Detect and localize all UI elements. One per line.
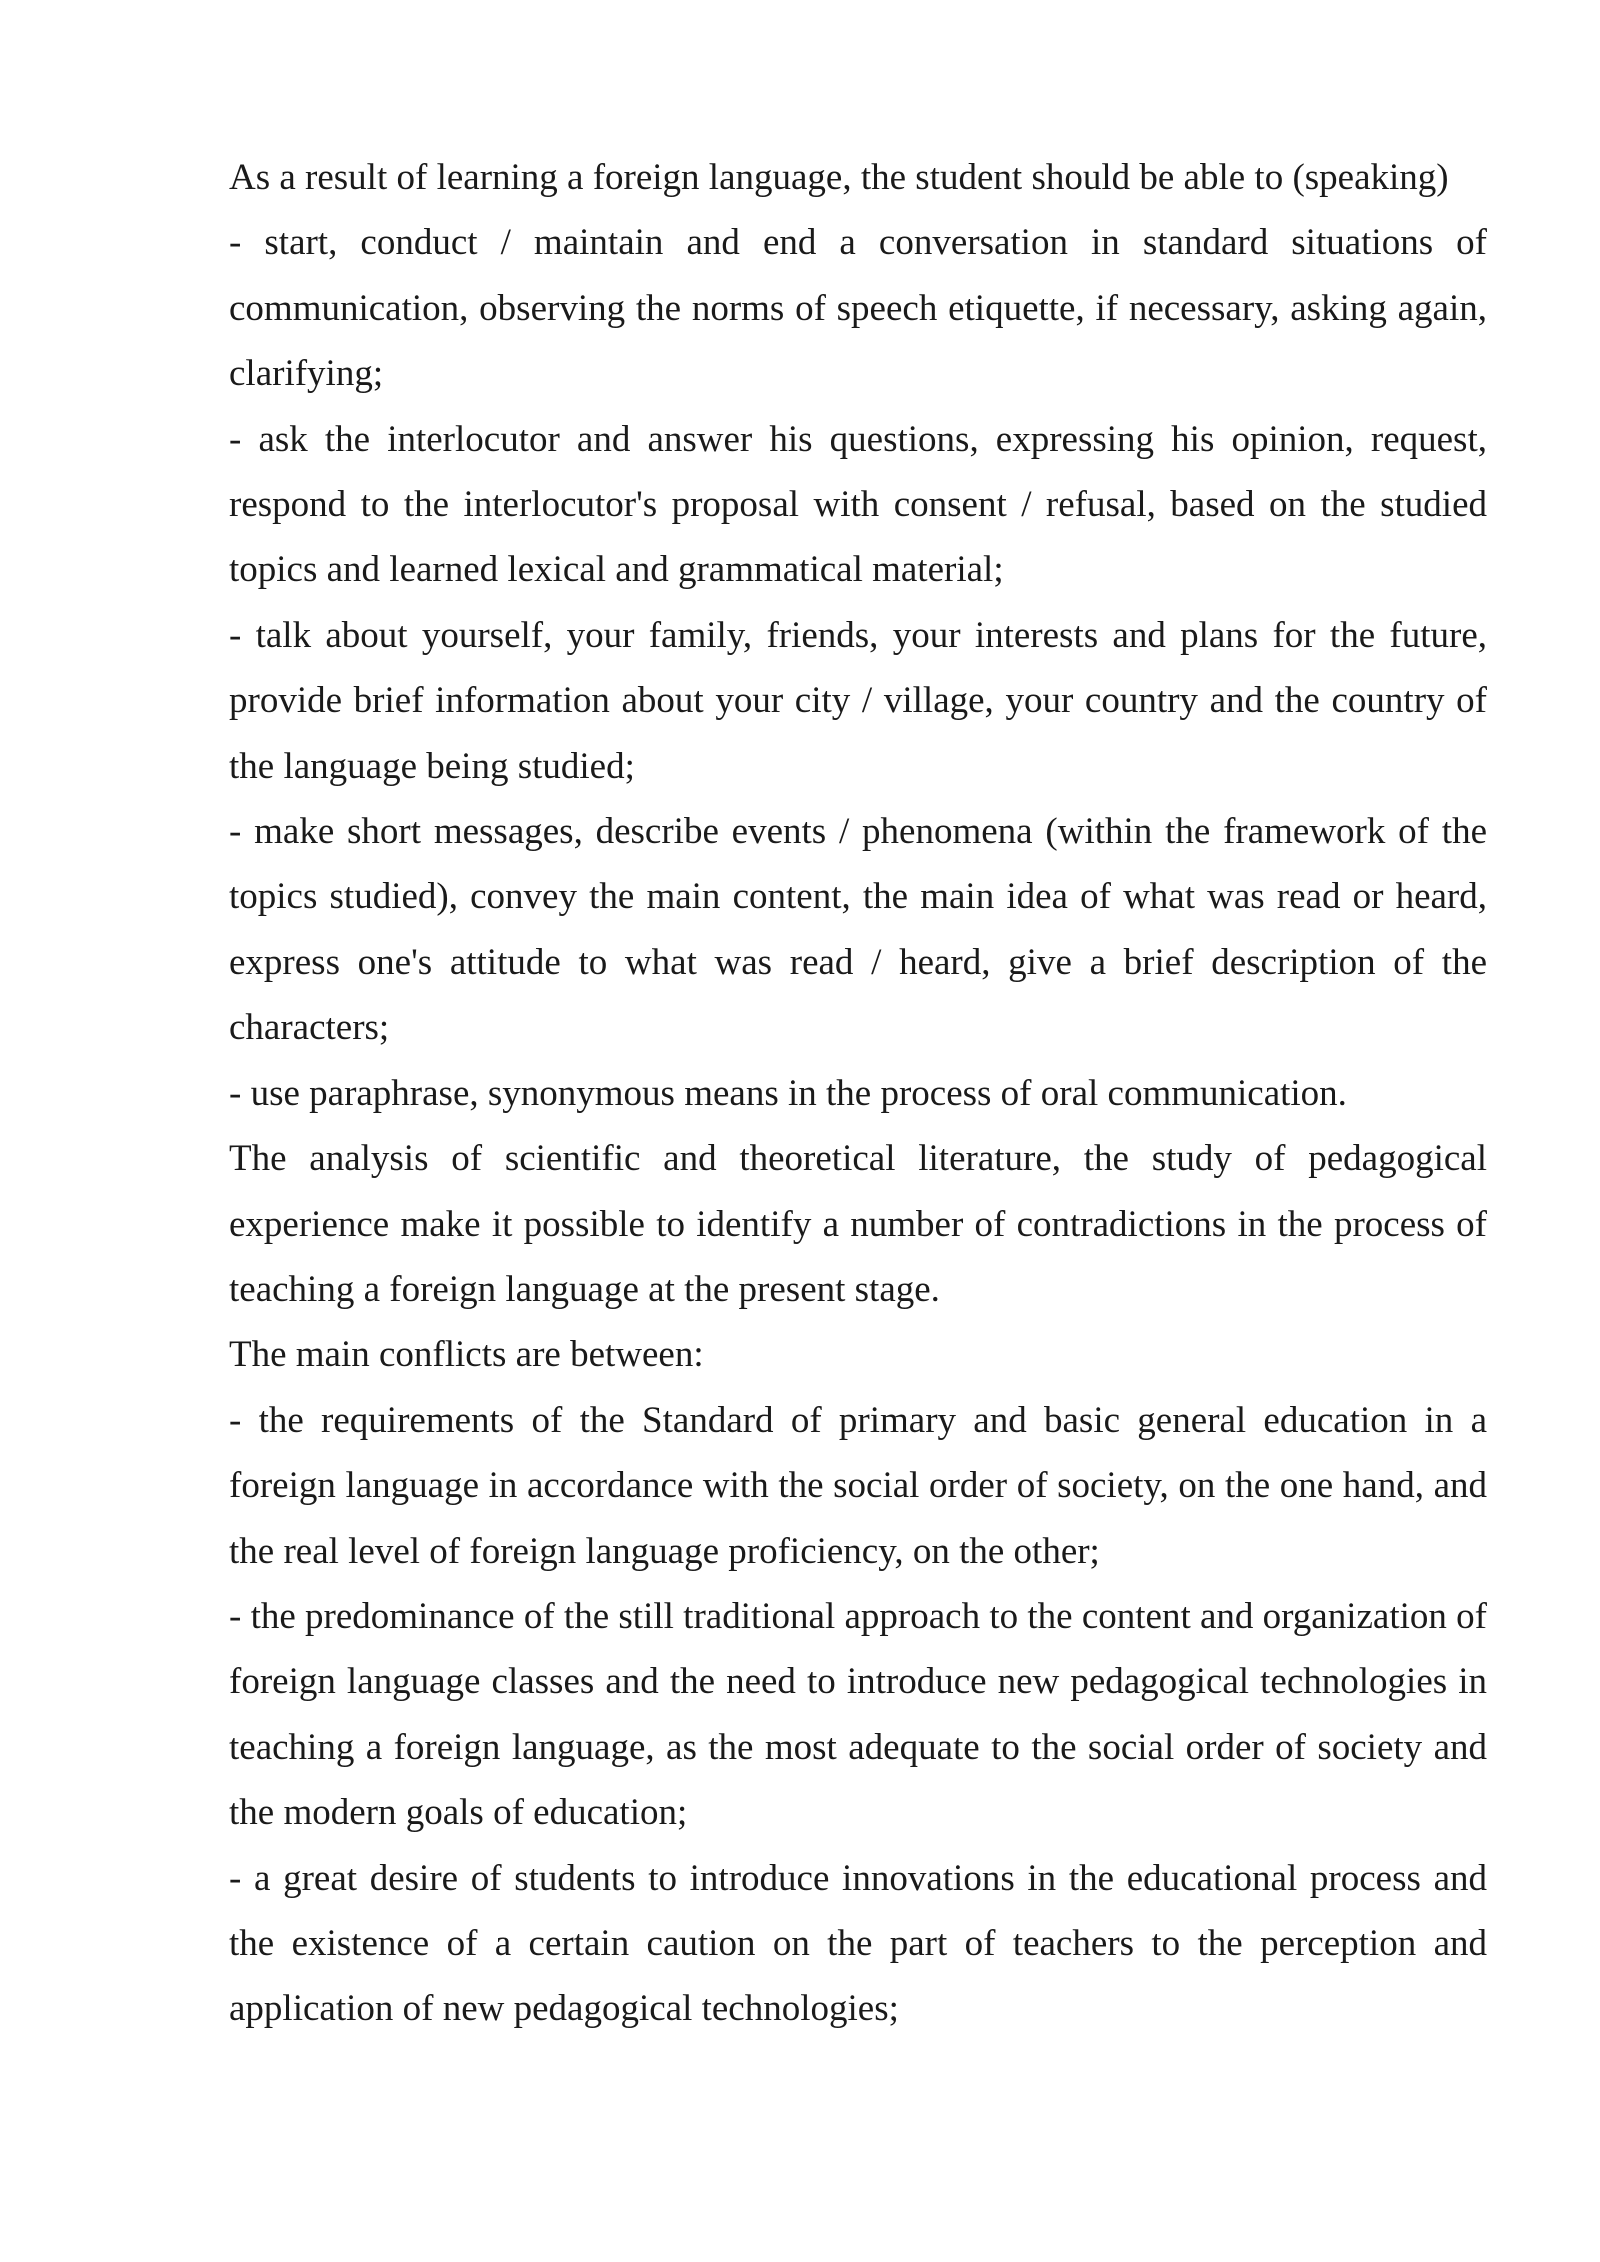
analysis-paragraph: The analysis of scientific and theoretical literature, the study of pedagogical experience make it possible to identify a number of contradictions in the process of teaching a foreign language at the present stage. bbox=[229, 1138, 1487, 1310]
list-item-traditional-approach: - the predominance of the still traditional approach to the content and organization of foreign language classes and the need to introduce new pedagogical technologies in teaching a foreign language, as the most adequate to the social order of society and the modern goals of education; bbox=[229, 1595, 1487, 1834]
list-item-short-messages: - make short messages, describe events / phenomena (within the framework of the topics studied), convey the main content, the main idea of what was read or heard, express one's attitude to what was read / heard, give a brief description of the characters; bbox=[229, 811, 1487, 1049]
conflicts-heading-paragraph: The main conflicts are between: bbox=[229, 1334, 704, 1376]
list-item-conversation: - start, conduct / maintain and end a conversation in standard situations of communication, observing the norms of speech etiquette, if necessary, asking again, clarifying; bbox=[229, 222, 1487, 395]
list-item-interlocutor: - ask the interlocutor and answer his questions, expressing his opinion, request, respond to the interlocutor's proposal with consent / refusal, based on the studied topics and learned lexical and grammatical material; bbox=[229, 418, 1487, 591]
list-item-paraphrase: - use paraphrase, synonymous means in the process of oral communication. bbox=[229, 1072, 1347, 1114]
intro-paragraph: As a result of learning a foreign language, the student should be able to (speaking) bbox=[229, 157, 1449, 198]
list-item-students-desire: - a great desire of students to introduce innovations in the educational process and the existence of a certain caution on the part of teachers to the perception and application of new pedagogical technologies; bbox=[229, 1857, 1487, 2030]
list-item-standard-requirements: - the requirements of the Standard of primary and basic general education in a foreign language in accordance with the social order of society, on the one hand, and the real level of foreign language proficiency, on the other; bbox=[229, 1399, 1487, 1572]
list-item-talk-about-yourself: - talk about yourself, your family, friends, your interests and plans for the future, provide brief information about your city / village, your country and the country of the language being studied; bbox=[229, 614, 1487, 787]
body-text bbox=[229, 145, 1487, 2042]
